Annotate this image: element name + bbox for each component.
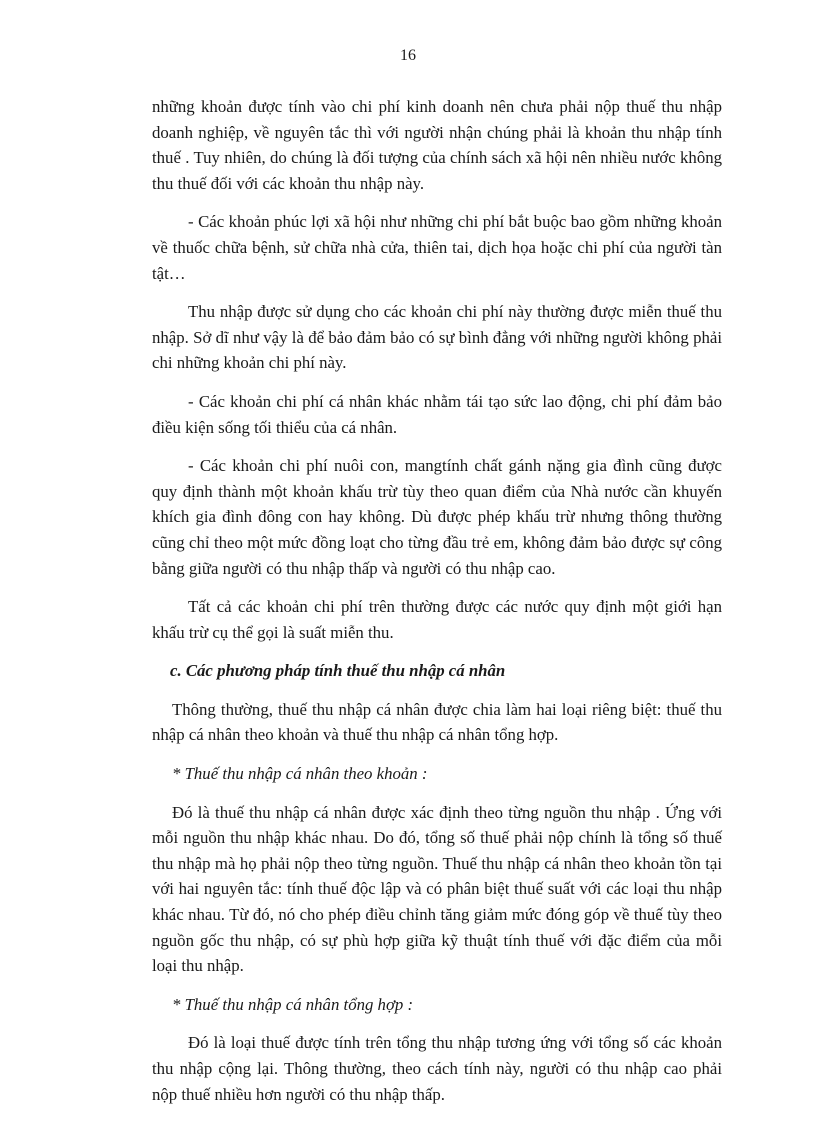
paragraph-deduction-limit: Tất cả các khoản chi phí trên thường được các nước quy định một giới hạn khấu trừ cụ thể gọi là suất miễn thu. <box>152 597 722 642</box>
document-body <box>152 94 722 1120</box>
paragraph-per-source-tax: Đó là thuế thu nhập cá nhân được xác định theo từng nguồn thu nhập . Ứng với mỗi nguồn thu nhập khác nhau. Do đó, tổng số thuế phải nộp chính là tổng số thuế thu nhập mà họ phải nộp theo từng nguồn. Thuế thu nhập cá nhân theo khoản tồn tại với hai nguyên tắc: tính thuế độc lập và có phân biệt thuế suất với các loại thu nhập khác nhau. Từ đó, nó cho phép điều chỉnh tăng giảm mức đóng góp về thuế tùy theo nguồn gốc thu nhập, có sự phù hợp giữa kỹ thuật tính thuế với đặc điểm của mỗi loại thu nhập. <box>152 802 722 976</box>
page-number: 16 <box>400 47 416 64</box>
paragraph-tax-types: Thông thường, thuế thu nhập cá nhân được chia làm hai loại riêng biệt: thuế thu nhập cá nhân theo khoản và thuế thu nhập cá nhân tổng hợp. <box>152 699 722 745</box>
paragraph-welfare-costs: - Các khoản phúc lợi xã hội như những chi phí bắt buộc bao gồm những khoản về thuốc chữa bệnh, sử chữa nhà cửa, thiên tai, dịch họa hoặc chi phí của người tàn tật… <box>152 212 722 283</box>
paragraph-personal-costs: - Các khoản chi phí cá nhân khác nhằm tái tạo sức lao động, chi phí đảm bảo điều kiện sống tối thiểu của cá nhân. <box>152 391 722 437</box>
paragraph-aggregate-tax: Đó là loại thuế được tính trên tổng thu nhập tương ứng với tổng số các khoản thu nhập cộng lại. Thông thường, theo cách tính này, người có thu nhập cao phải nộp thuế nhiều hơn người có thu nhập thấp. <box>152 1033 722 1104</box>
section-heading-c: c. Các phương pháp tính thuế thu nhập cá nhân <box>170 661 506 681</box>
paragraph-child-costs: - Các khoản chi phí nuôi con, mangtính chất gánh nặng gia đình cũng được quy định thành một khoản khấu trừ tùy theo quan điểm của Nhà nước cần khuyến khích gia đình đông con hay không. Dù được phép khấu trừ nhưng thông thường cũng chỉ theo một mức đồng loạt cho từng đầu trẻ em, không đảm bảo được sự công bằng giữa người có thu nhập thấp và người có thu nhập cao. <box>152 456 722 578</box>
item-title-per-source: * Thuế thu nhập cá nhân theo khoản : <box>172 764 428 784</box>
paragraph-1: những khoản được tính vào chi phí kinh doanh nên chưa phải nộp thuế thu nhập doanh nghiệp, về nguyên tắc thì với người nhận chúng phải là khoản thu nhập tính thuế . Tuy nhiên, do chúng là đối tượng của chính sách xã hội nên nhiều nước không thu thuế đối với các khoản thu nhập này. <box>152 97 722 193</box>
paragraph-exempt-income: Thu nhập được sử dụng cho các khoản chi phí này thường được miễn thuế thu nhập. Sở dĩ như vậy là để bảo đảm bảo có sự bình đẳng với những người không phải chi những khoản chi phí này. <box>152 302 722 373</box>
item-title-aggregate: * Thuế thu nhập cá nhân tổng hợp : <box>172 994 414 1014</box>
